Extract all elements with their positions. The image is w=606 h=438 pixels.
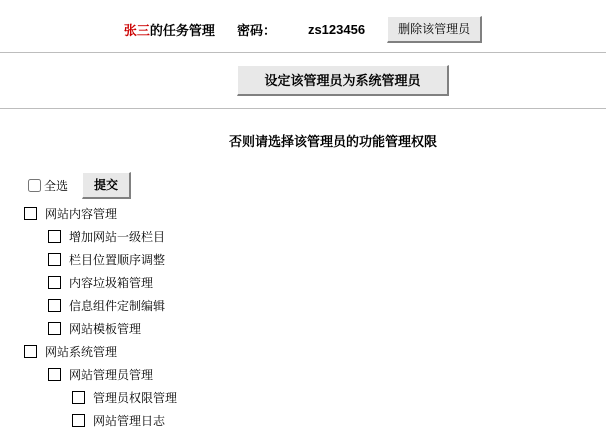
select-all-checkbox[interactable] [28, 179, 41, 192]
checkbox-admin-permission[interactable] [72, 391, 85, 404]
checkbox-column-order[interactable] [48, 253, 61, 266]
set-as-system-admin-button[interactable]: 设定该管理员为系统管理员 [237, 65, 448, 96]
select-all-row [24, 172, 606, 198]
checkbox-site-log[interactable] [72, 414, 85, 427]
checkbox-website-content[interactable] [24, 207, 37, 220]
checkbox-admin-manage[interactable] [48, 368, 61, 381]
tree-node-recycle-bin [48, 271, 606, 294]
tree-node-admin-manage [48, 363, 606, 386]
tree-node-add-column [48, 225, 606, 248]
submit-button[interactable]: 提交 [82, 172, 131, 199]
checkbox-recycle-bin[interactable] [48, 276, 61, 289]
label-admin-permission: 管理员权限管理 [93, 391, 178, 405]
label-column-order: 栏目位置顺序调整 [69, 253, 166, 267]
permission-prompt: 否则请选择该管理员的功能管理权限 [228, 134, 437, 149]
label-template-manage: 网站模板管理 [69, 322, 142, 336]
tree-node-admin-permission [72, 386, 606, 409]
password-label: 密码： [236, 22, 276, 38]
password-value: zs123456 [307, 21, 366, 37]
label-admin-manage: 网站管理员管理 [69, 368, 154, 382]
page-title [124, 20, 215, 39]
checkbox-template-manage[interactable] [48, 322, 61, 335]
permission-tree [0, 150, 606, 432]
tree-node-system-manage [24, 340, 606, 363]
tree-node-column-order [48, 248, 606, 271]
sysadmin-band [0, 53, 606, 108]
label-system-manage: 网站系统管理 [45, 345, 118, 359]
tree-node-website-content [24, 202, 606, 225]
select-all-label: 全选 [44, 178, 69, 193]
label-site-log: 网站管理日志 [93, 414, 166, 428]
page-title-suffix: 的任务管理 [149, 22, 215, 38]
checkbox-component-edit[interactable] [48, 299, 61, 312]
tree-node-site-log [72, 409, 606, 432]
checkbox-system-manage[interactable] [24, 345, 37, 358]
checkbox-add-column[interactable] [48, 230, 61, 243]
label-website-content: 网站内容管理 [45, 207, 118, 221]
label-add-column: 增加网站一级栏目 [69, 230, 166, 244]
label-component-edit: 信息组件定制编辑 [69, 299, 166, 313]
delete-admin-button[interactable]: 删除该管理员 [387, 16, 482, 43]
admin-user-name: 张三 [123, 22, 150, 38]
label-recycle-bin: 内容垃圾箱管理 [69, 276, 154, 290]
tree-node-template-manage [48, 317, 606, 340]
tree-node-component-edit [48, 294, 606, 317]
page-header [0, 0, 606, 52]
